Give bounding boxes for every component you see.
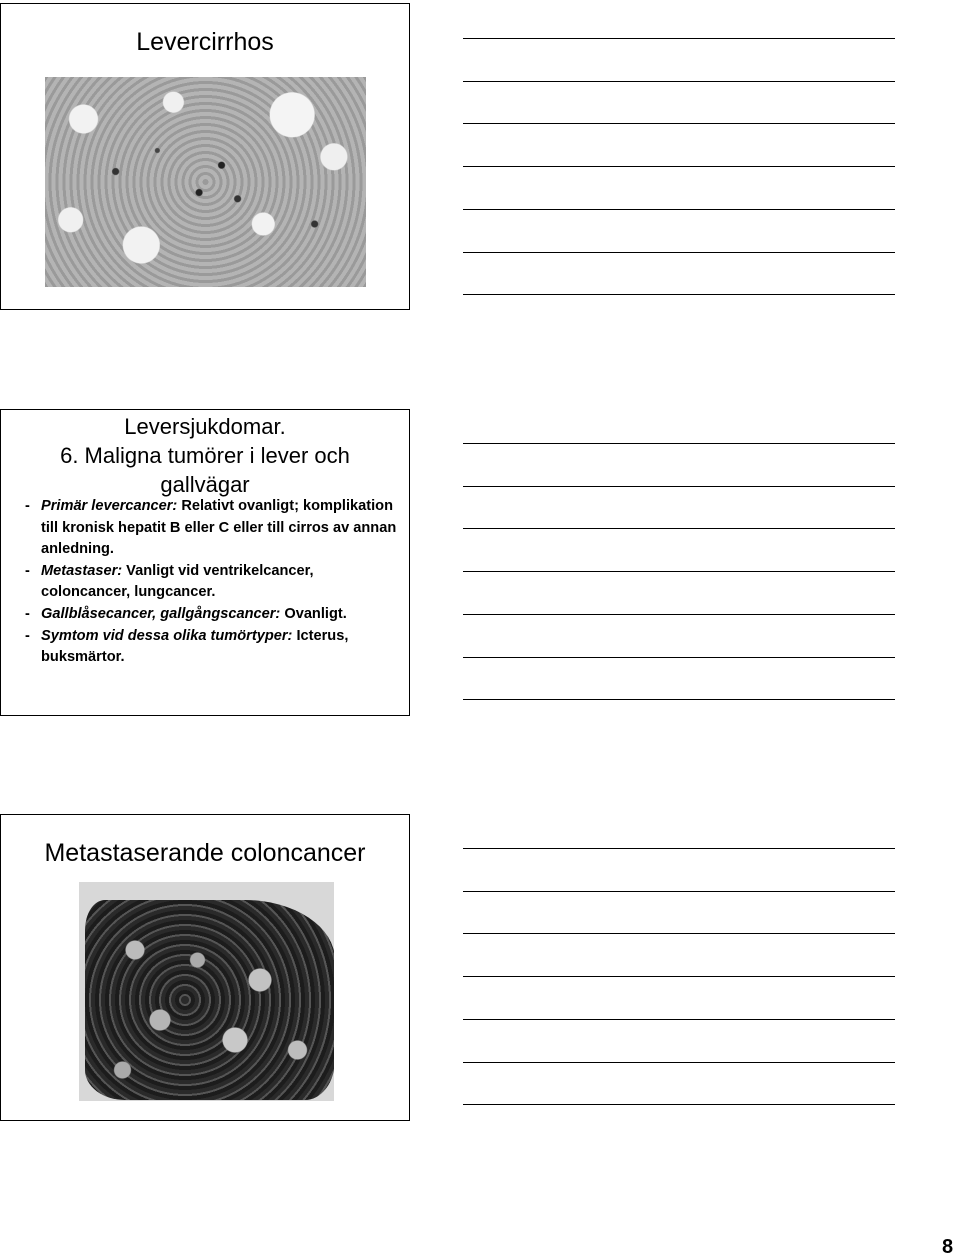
notes-line	[463, 571, 895, 572]
bullet-dash: -	[25, 562, 30, 579]
bullet-metastases	[25, 561, 401, 604]
bullet-text: Icterus, buksmärtor.	[41, 627, 349, 666]
notes-line	[463, 1062, 895, 1063]
bullet-dash: -	[25, 627, 30, 644]
notes-line	[463, 486, 895, 487]
notes-line	[463, 1104, 895, 1105]
bullet-label: Metastaser:	[41, 562, 123, 579]
liver-micrograph-image	[45, 77, 366, 287]
notes-line	[463, 1019, 895, 1020]
notes-line	[463, 976, 895, 977]
page-number: 8	[942, 1236, 954, 1258]
notes-line	[463, 528, 895, 529]
bullet-primary-liver-cancer	[25, 496, 401, 561]
liver-tissue-image	[85, 900, 334, 1100]
notes-line	[463, 209, 895, 210]
bullet-text: Ovanligt.	[280, 605, 347, 622]
notes-line	[463, 38, 895, 39]
bullet-dash: -	[25, 498, 30, 514]
slide-2-title-line-3: gallvägar	[160, 472, 250, 497]
notes-line	[463, 933, 895, 934]
bullet-text: Relativt ovanligt; komplikation till kronisk hepatit B eller C eller till cirros av annan anledning.	[41, 498, 397, 558]
slide-2-title	[1, 412, 409, 499]
notes-line	[463, 614, 895, 615]
notes-line	[463, 81, 895, 82]
slide-3	[0, 814, 410, 1121]
slide-1	[0, 3, 410, 310]
notes-line	[463, 443, 895, 444]
bullet-gallbladder-cancer	[25, 604, 401, 626]
bullet-label: Gallblåsecancer, gallgångscancer:	[41, 605, 281, 622]
bullet-label: Primär levercancer:	[41, 498, 178, 514]
bullet-text: Vanligt vid ventrikelcancer, coloncancer, lungcancer.	[41, 562, 314, 601]
slide-2	[0, 409, 410, 716]
notes-line	[463, 252, 895, 253]
notes-line	[463, 699, 895, 700]
liver-metastasis-photo	[79, 882, 334, 1101]
notes-line	[463, 123, 895, 124]
bullet-dash: -	[25, 605, 30, 622]
slide-2-title-line-1: Leversjukdomar.	[124, 414, 286, 439]
bullet-symptoms	[25, 626, 401, 669]
notes-line	[463, 294, 895, 295]
notes-line	[463, 848, 895, 849]
slide-2-title-line-2: 6. Maligna tumörer i lever och	[60, 443, 350, 468]
bullet-label: Symtom vid dessa olika tumörtyper:	[41, 627, 293, 644]
slide-1-title: Levercirrhos	[136, 28, 274, 56]
notes-line	[463, 891, 895, 892]
slide-3-title: Metastaserande coloncancer	[44, 839, 366, 867]
notes-line	[463, 657, 895, 658]
notes-line	[463, 166, 895, 167]
slide-2-body	[25, 496, 401, 669]
